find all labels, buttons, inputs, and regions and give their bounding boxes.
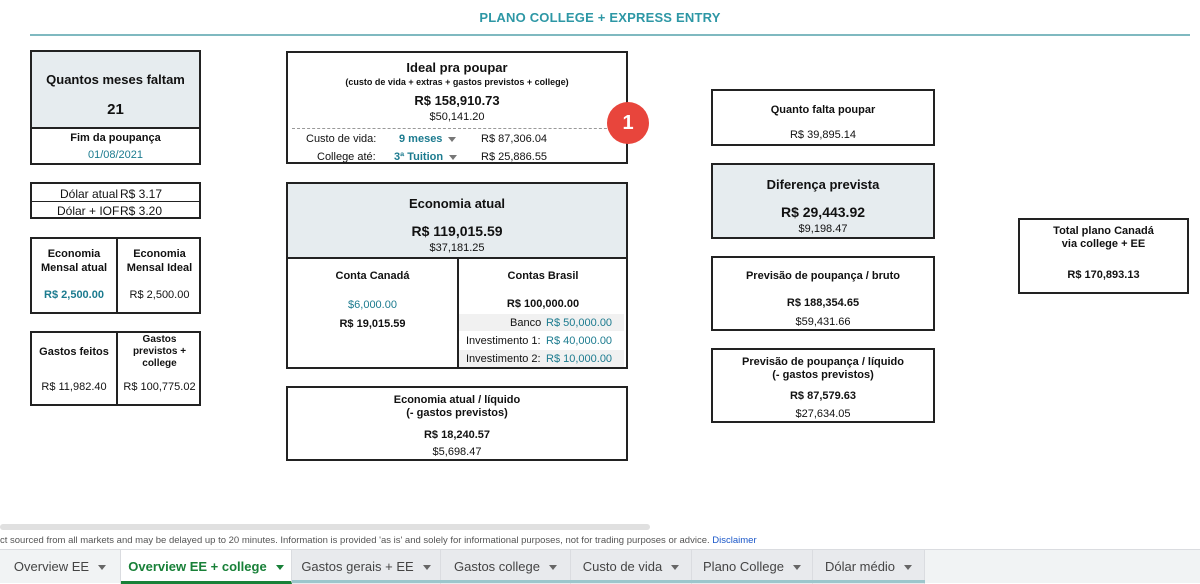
ideal-savings-card: [286, 51, 628, 164]
months-left-value: 21: [107, 101, 124, 118]
total-plan-title: Total plano Canadá: [1053, 225, 1154, 237]
dollar-iof-value[interactable]: R$ 3.20: [120, 204, 163, 218]
tab-plano-college[interactable]: [692, 550, 813, 584]
tab-label: Gastos college: [454, 559, 540, 574]
dollar-rate-card: [30, 182, 201, 219]
disclaimer-link[interactable]: Disclaimer: [712, 535, 757, 546]
page-title: PLANO COLLEGE + EXPRESS ENTRY: [479, 10, 721, 25]
expenses-planned-label: Gastos previstos + college: [132, 334, 187, 369]
college-until-dropdown[interactable]: [394, 151, 457, 163]
ideal-subtitle: (custo de vida + extras + gastos previstos + college): [345, 77, 569, 87]
net-current-savings-card: [286, 386, 628, 461]
investment-2-label: Investimento 2:: [466, 353, 541, 365]
chevron-down-icon[interactable]: [793, 565, 801, 570]
bank-label: Banco: [510, 317, 542, 329]
months-left-label: Quantos meses faltam: [46, 72, 185, 87]
chevron-down-icon[interactable]: [276, 565, 284, 570]
current-savings-title: Economia atual: [408, 196, 506, 211]
tab-label: Custo de vida: [582, 559, 663, 574]
ideal-value-brl[interactable]: R$ 158,910.73: [414, 93, 500, 108]
total-plan-card: [1018, 218, 1189, 294]
expected-difference-usd[interactable]: $9,198.47: [798, 223, 848, 235]
college-until-value[interactable]: R$ 25,886.55: [481, 151, 548, 163]
canada-account-usd[interactable]: $6,000.00: [348, 299, 397, 311]
net-current-savings-brl[interactable]: R$ 18,240.57: [423, 429, 491, 441]
monthly-actual-value[interactable]: R$ 2,500.00: [44, 289, 104, 301]
net-forecast-title: Previsão de poupança / líquido: [742, 356, 904, 368]
expected-difference-card: [711, 163, 935, 239]
disclaimer-text: ct sourced from all markets and may be delayed up to 20 minutes. Information is provided 'as is' and solely for informational purposes, not for trading purposes or advice.: [0, 535, 710, 546]
tab-dolar-medio[interactable]: [813, 550, 925, 584]
college-until-label: College até:: [317, 151, 376, 163]
tab-label: Gastos gerais + EE: [301, 559, 414, 574]
cost-of-living-value[interactable]: R$ 87,306.04: [481, 133, 548, 145]
net-forecast-brl[interactable]: R$ 87,579.63: [789, 390, 857, 402]
monthly-savings-card: [30, 237, 201, 314]
investment-1-value[interactable]: R$ 40,000.00: [546, 335, 613, 347]
tab-gastos-college[interactable]: [441, 550, 571, 584]
current-savings-card: [286, 182, 628, 369]
brazil-accounts-label: Contas Brasil: [507, 270, 579, 282]
gross-forecast-card: [711, 256, 935, 331]
investment-1-label: Investimento 1:: [466, 335, 541, 347]
chevron-down-icon[interactable]: [549, 565, 557, 570]
remaining-savings-card: [711, 89, 935, 146]
chevron-down-icon[interactable]: [423, 565, 431, 570]
cost-of-living-label: Custo de vida:: [306, 133, 377, 145]
tab-label: Plano College: [703, 559, 784, 574]
monthly-ideal-value[interactable]: R$ 2,500.00: [129, 289, 190, 301]
cost-of-living-dropdown[interactable]: [399, 133, 456, 145]
chevron-down-icon[interactable]: [671, 565, 679, 570]
current-savings-brl[interactable]: R$ 119,015.59: [411, 223, 503, 239]
dollar-rate-value[interactable]: R$ 3.17: [120, 187, 163, 201]
market-data-disclaimer: [0, 535, 1200, 547]
chevron-down-icon: [449, 155, 457, 160]
expected-difference-brl[interactable]: R$ 29,443.92: [780, 204, 866, 220]
cost-of-living-dropdown-value: 9 meses: [399, 133, 443, 145]
remaining-savings-value[interactable]: R$ 39,895.14: [789, 129, 857, 141]
chevron-down-icon[interactable]: [904, 565, 912, 570]
tab-overview-ee-college[interactable]: [121, 550, 292, 584]
total-plan-value[interactable]: R$ 170,893.13: [1067, 269, 1140, 281]
expenses-done-value[interactable]: R$ 11,982.40: [41, 381, 107, 393]
canada-account-brl[interactable]: R$ 19,015.59: [339, 318, 406, 330]
monthly-actual-label: Economia Mensal atual: [40, 248, 108, 274]
expenses-planned-value[interactable]: R$ 100,775.02: [123, 381, 196, 393]
end-savings-label: Fim da poupança: [70, 132, 161, 144]
dollar-rate-label: Dólar atual: [60, 187, 119, 201]
sheet-tab-bar: [0, 549, 1200, 583]
tab-overview-ee[interactable]: [0, 550, 121, 584]
investment-2-value[interactable]: R$ 10,000.00: [546, 353, 613, 365]
net-current-savings-title: Economia atual / líquido: [393, 394, 521, 406]
brazil-accounts-total[interactable]: R$ 100,000.00: [506, 298, 580, 310]
current-savings-usd[interactable]: $37,181.25: [429, 242, 485, 254]
expenses-card: [30, 331, 201, 406]
net-forecast-card: [711, 348, 935, 423]
college-until-dropdown-value: 3ª Tuition: [394, 151, 444, 163]
horizontal-scrollbar[interactable]: [0, 524, 650, 530]
chevron-down-icon[interactable]: [98, 565, 106, 570]
tab-custo-de-vida[interactable]: [571, 550, 692, 584]
canada-account-label: Conta Canadá: [335, 270, 410, 282]
expenses-done-label: Gastos feitos: [39, 346, 109, 358]
months-left-card: [30, 50, 201, 165]
tab-label: Overview EE: [13, 559, 90, 574]
expected-difference-title: Diferença prevista: [766, 177, 880, 192]
remaining-savings-title: Quanto falta poupar: [770, 104, 876, 116]
net-forecast-usd[interactable]: $27,634.05: [795, 408, 851, 420]
ideal-value-usd[interactable]: $50,141.20: [429, 111, 485, 123]
end-savings-date[interactable]: 01/08/2021: [87, 149, 144, 161]
gross-forecast-brl[interactable]: R$ 188,354.65: [786, 297, 860, 309]
step-number-badge: 1: [607, 102, 649, 144]
bank-value[interactable]: R$ 50,000.00: [546, 317, 613, 329]
chevron-down-icon: [448, 137, 456, 142]
net-current-savings-usd[interactable]: $5,698.47: [432, 446, 482, 458]
monthly-ideal-label: Economia Mensal Ideal: [126, 248, 193, 274]
tab-gastos-gerais-ee[interactable]: [292, 550, 441, 584]
tab-label: Dólar médio: [824, 559, 896, 574]
dollar-iof-label: Dólar + IOF: [57, 204, 120, 218]
ideal-title: Ideal pra poupar: [406, 60, 508, 75]
tab-label: Overview EE + college: [128, 559, 267, 574]
net-current-savings-subtitle: (- gastos previstos): [406, 407, 508, 419]
gross-forecast-usd[interactable]: $59,431.66: [795, 316, 851, 328]
gross-forecast-title: Previsão de poupança / bruto: [745, 270, 901, 282]
title-divider: [30, 34, 1190, 36]
total-plan-subtitle: via college + EE: [1061, 238, 1146, 250]
net-forecast-subtitle: (- gastos previstos): [772, 369, 874, 381]
